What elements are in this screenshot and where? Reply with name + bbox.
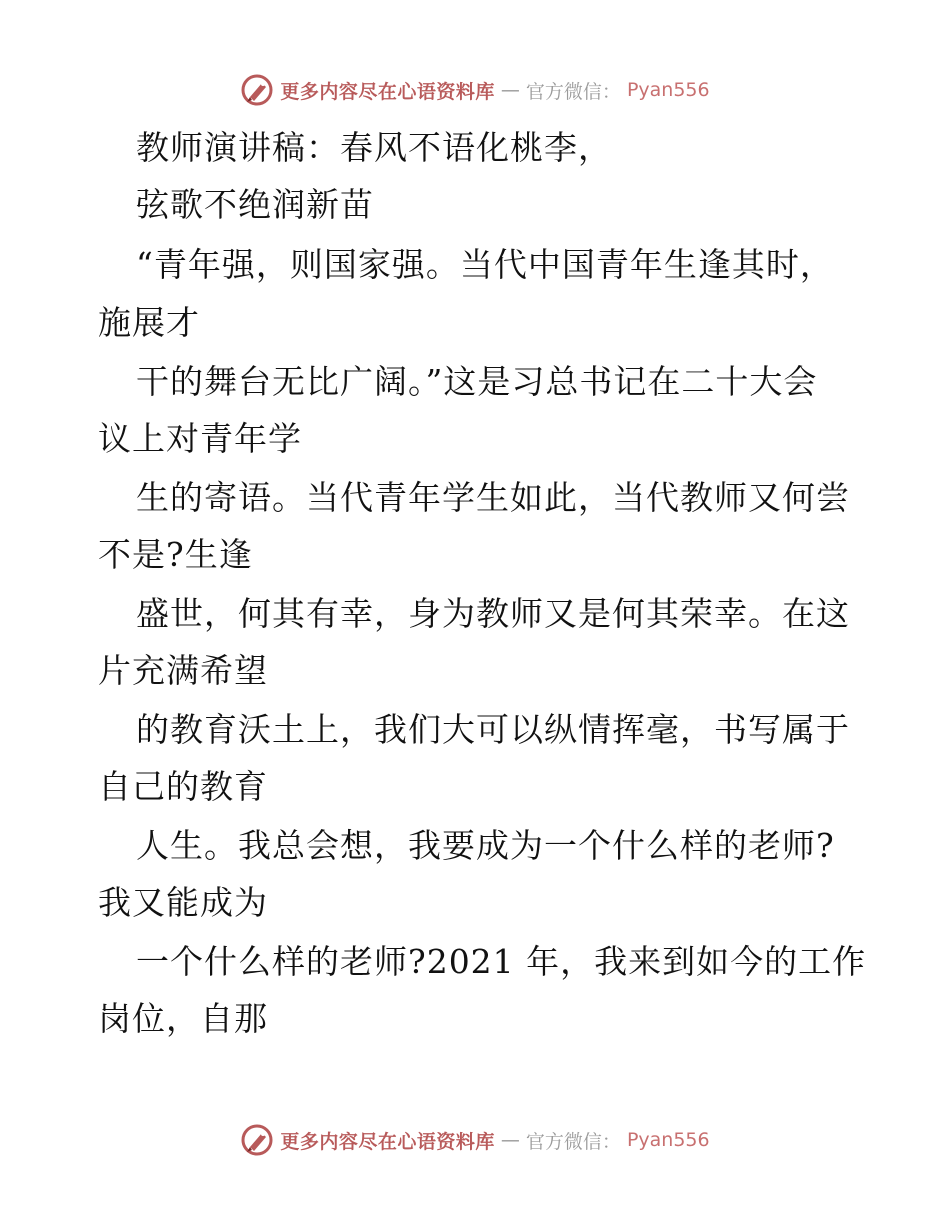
banner-brand: 更多内容尽在心语资料库 (280, 80, 495, 103)
doc-line: 一个什么样的老师?2021 年，我来到如今的工作 (136, 942, 867, 981)
doc-line: 教师演讲稿：春风不语化桃李， (136, 128, 612, 167)
banner-wechat-id: Pyan556 (626, 1129, 710, 1151)
doc-line: 议上对青年学 (98, 419, 302, 458)
footer-banner (0, 1120, 950, 1160)
doc-line: 片充满希望 (98, 651, 268, 690)
banner-wechat-id: Pyan556 (626, 79, 710, 101)
doc-line: 生的寄语。当代青年学生如此，当代教师又何尝 (136, 478, 850, 517)
banner-dash: — (500, 79, 520, 101)
doc-line: 我又能成为 (98, 883, 268, 922)
doc-line: 盛世，何其有幸，身为教师又是何其荣幸。在这 (136, 594, 850, 633)
doc-line: 的教育沃土上，我们大可以纵情挥毫，书写属于 (136, 710, 850, 749)
doc-line: 弦歌不绝润新苗 (136, 185, 374, 224)
doc-line: 干的舞台无比广阔。”这是习总书记在二十大会 (136, 362, 818, 401)
banner-wechat-label: 官方微信： (525, 1130, 621, 1153)
banner-brand: 更多内容尽在心语资料库 (280, 1130, 495, 1153)
pen-nib-logo-icon (240, 73, 274, 107)
pen-nib-logo-icon (240, 1123, 274, 1157)
banner-dash: — (500, 1129, 520, 1151)
doc-line: 岗位，自那 (98, 999, 268, 1038)
doc-line: 人生。我总会想，我要成为一个什么样的老师? (136, 826, 835, 865)
banner-wechat-label: 官方微信： (525, 80, 621, 103)
header-banner (0, 70, 950, 110)
doc-line: 自己的教育 (98, 767, 268, 806)
doc-line: 施展才 (98, 303, 200, 342)
doc-line: 不是?生逢 (98, 535, 253, 574)
doc-line: “青年强，则国家强。当代中国青年生逢其时， (136, 245, 834, 284)
